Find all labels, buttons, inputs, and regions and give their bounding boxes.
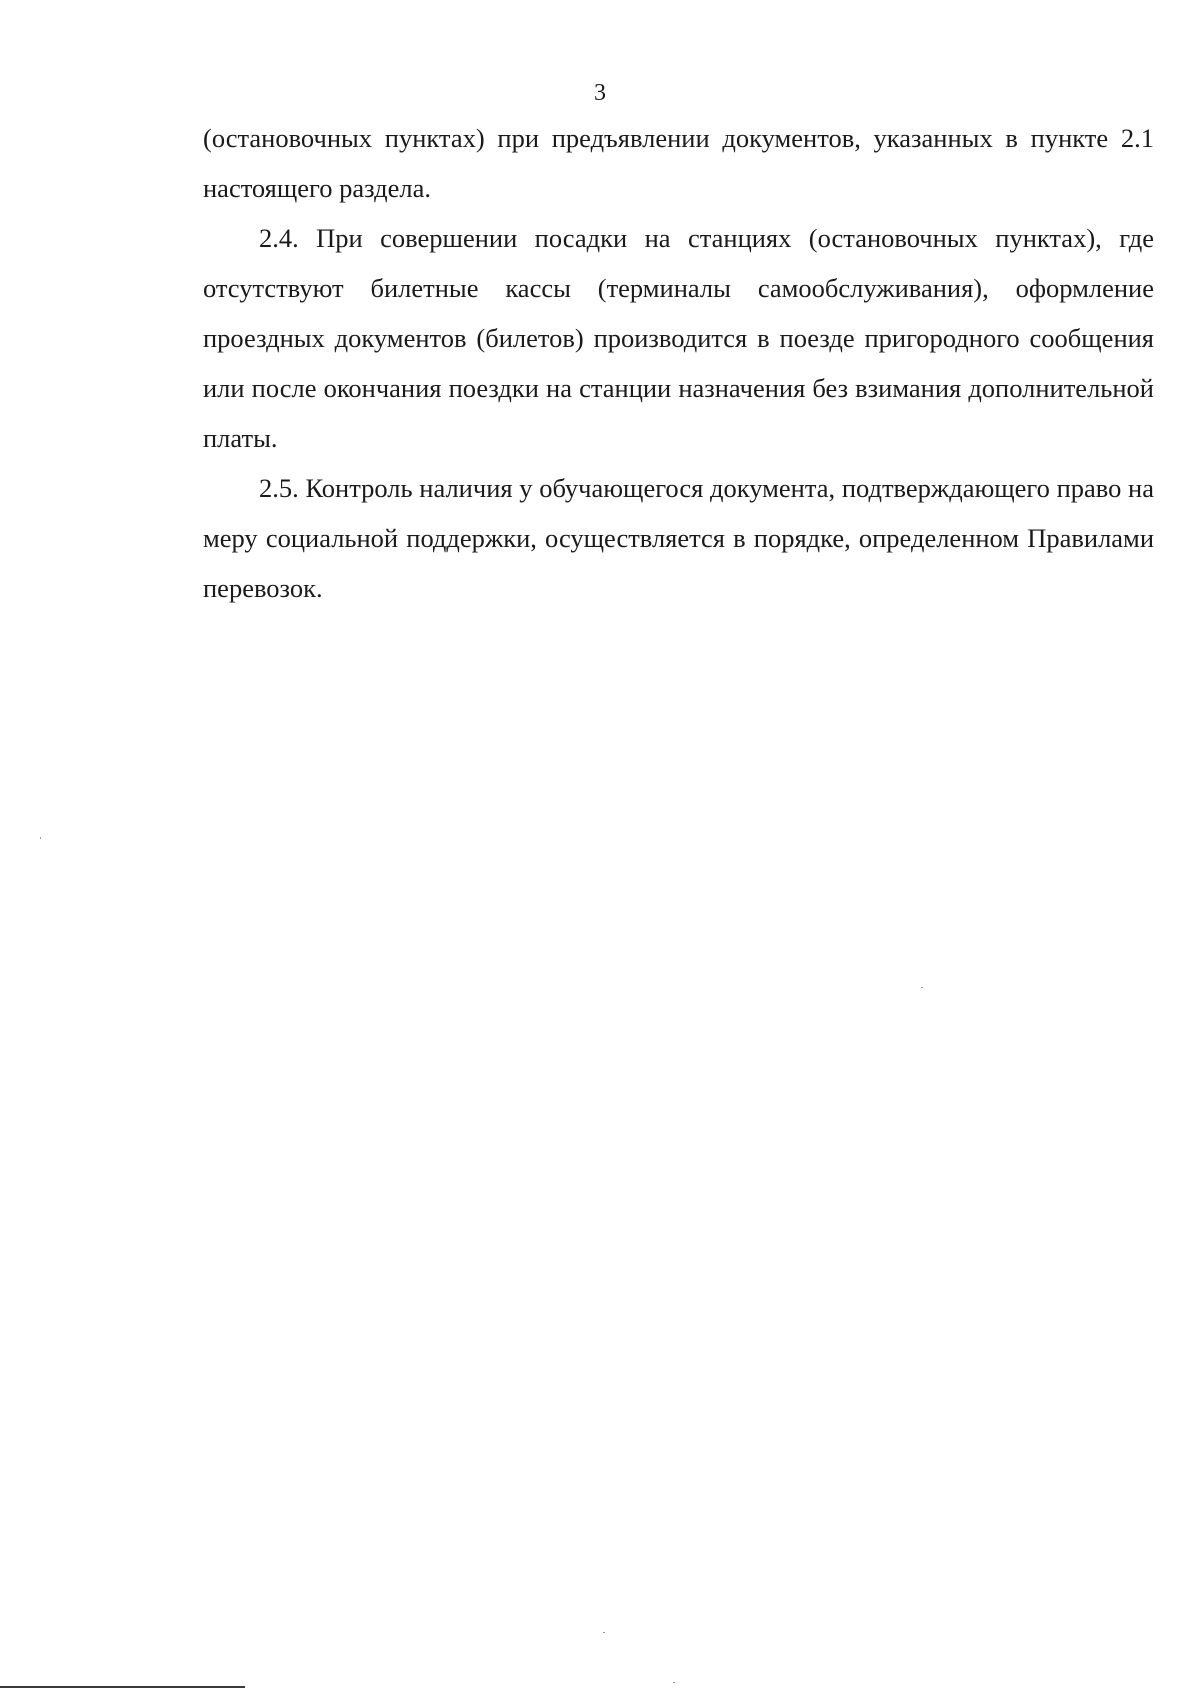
- document-body: [203, 113, 1154, 613]
- scan-speck: [921, 987, 923, 988]
- paragraph-continuation: (остановочных пунктах) при предъявлении документов, указанных в пункте 2.1 настоящего раздела.: [203, 123, 1154, 203]
- scan-speck: [603, 1632, 605, 1633]
- scan-edge-line: [0, 1686, 245, 1688]
- scan-speck: [673, 1682, 675, 1683]
- scan-speck: [40, 837, 41, 839]
- paragraph-2-5: 2.5. Контроль наличия у обучающегося документа, подтверждающего право на меру социальной поддержки, осуществляется в порядке, определенном Правилами перевозок.: [203, 473, 1154, 603]
- page-number: 3: [594, 80, 606, 106]
- paragraph-2-4: 2.4. При совершении посадки на станциях (остановочных пунктах), где отсутствуют билетные кассы (терминалы самообслуживания), оформление проездных документов (билетов) производится в поезде пригородного сообщения или после окончания поездки на станции назначения без взимания дополнительной платы.: [203, 223, 1154, 453]
